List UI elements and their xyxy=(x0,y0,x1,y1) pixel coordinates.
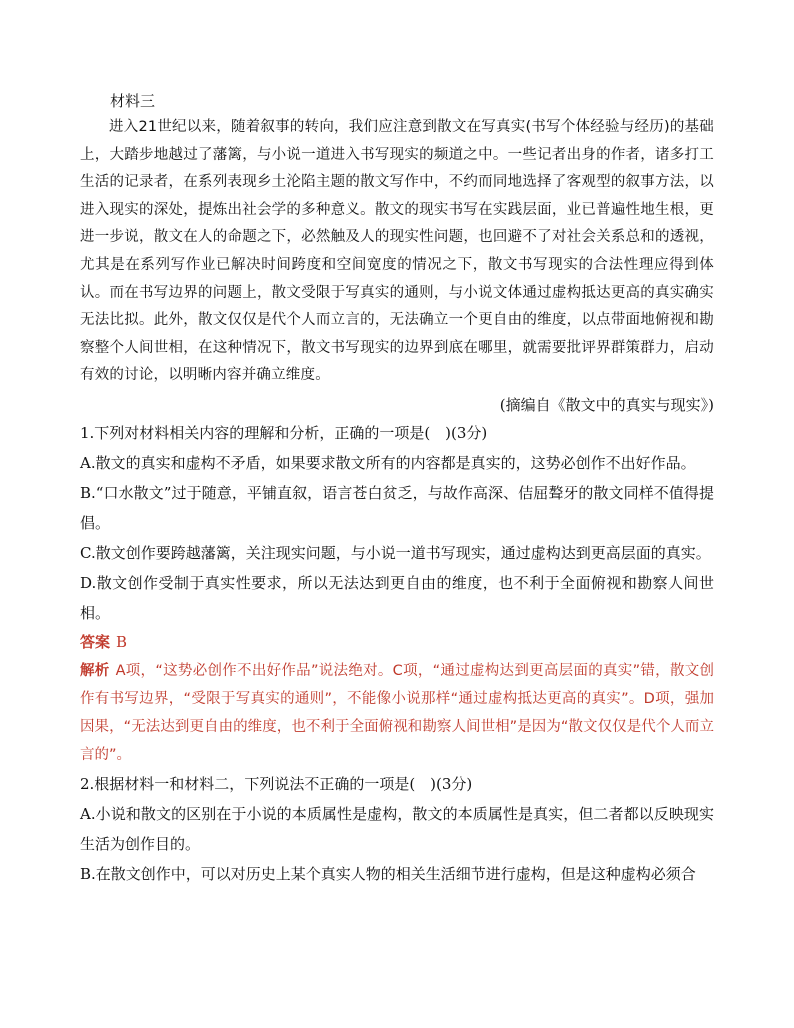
document-page xyxy=(80,88,714,889)
question-1-option-a: A.散文的真实和虚构不矛盾，如果要求散文所有的内容都是真实的，这势必创作不出好作品。 xyxy=(80,453,696,472)
question-1-option-b: B.“口水散文”过于随意，平铺直叙，语言苍白贫乏，与故作高深、佶屈聱牙的散文同样不值得提倡。 xyxy=(80,483,714,532)
question-2-option-b: B.在散文创作中，可以对历史上某个真实人物的相关生活细节进行虚构，但是这种虚构必须合 xyxy=(80,864,696,883)
question-1-answer xyxy=(80,628,714,657)
analysis-text: A项，“这势必创作不出好作品”说法绝对。C项，“通过虚构达到更高层面的真实”错，散文创作有书写边界，“受限于写真实的通则”，不能像小说那样“通过虚构抵达更高的真实”。D项，强加因果，“无法达到更自由的维度，也不利于全面俯视和勘察人间世相”是因为“散文仅仅是代个人而立言的”。 xyxy=(80,662,715,763)
answer-value: B xyxy=(116,632,128,651)
material-title: 材料三 xyxy=(110,92,156,110)
question-1-option-d: D.散文创作受制于真实性要求，所以无法达到更自由的维度，也不利于全面俯视和勘察人间世相。 xyxy=(80,573,714,622)
question-2-stem: 2.根据材料一和材料二，下列说法不正确的一项是( )(3分) xyxy=(80,774,473,793)
question-2-option-a: A.小说和散文的区别在于小说的本质属性是虚构，散文的本质属性是真实，但二者都以反映现实生活为创作目的。 xyxy=(80,804,714,853)
analysis-label: 解析 xyxy=(80,661,110,679)
answer-label: 答案 xyxy=(80,632,111,651)
question-1-option-c: C.散文创作要跨越藩篱，关注现实问题，与小说一道书写现实，通过虚构达到更高层面的真实。 xyxy=(80,543,711,562)
question-1-analysis xyxy=(80,657,714,769)
material-body: 进入21世纪以来，随着叙事的转向，我们应注意到散文在写真实(书写个体经验与经历)的基础上，大踏步地越过了藩篱，与小说一道进入书写现实的频道之中。一些记者出身的作者，诸多打工生活的记录者，在系列表现乡土沦陷主题的散文写作中，不约而同地选择了客观型的叙事方法，以进入现实的深处，提炼出社会学的多种意义。散文的现实书写在实践层面，业已普遍性地生根，更进一步说，散文在人的命题之下，必然触及人的现实性问题，也回避不了对社会关系总和的透视，尤其是在系列写作业已解决时间跨度和空间宽度的情况之下，散文书写现实的合法性理应得到体认。而在书写边界的问题上，散文受限于写真实的通则，与小说文体通过虚构抵达更高的真实确实无法比拟。此外，散文仅仅是代个人而立言的，无法确立一个更自由的维度，以点带面地俯视和勘察整个人间世相，在这种情况下，散文书写现实的边界到底在哪里，就需要批评界群策群力，启动有效的讨论，以明晰内容并确立维度。 xyxy=(80,119,714,384)
question-1-stem: 1.下列对材料相关内容的理解和分析，正确的一项是( )(3分) xyxy=(80,423,488,442)
material-source: (摘编自《散文中的真实与现实》) xyxy=(499,395,714,414)
